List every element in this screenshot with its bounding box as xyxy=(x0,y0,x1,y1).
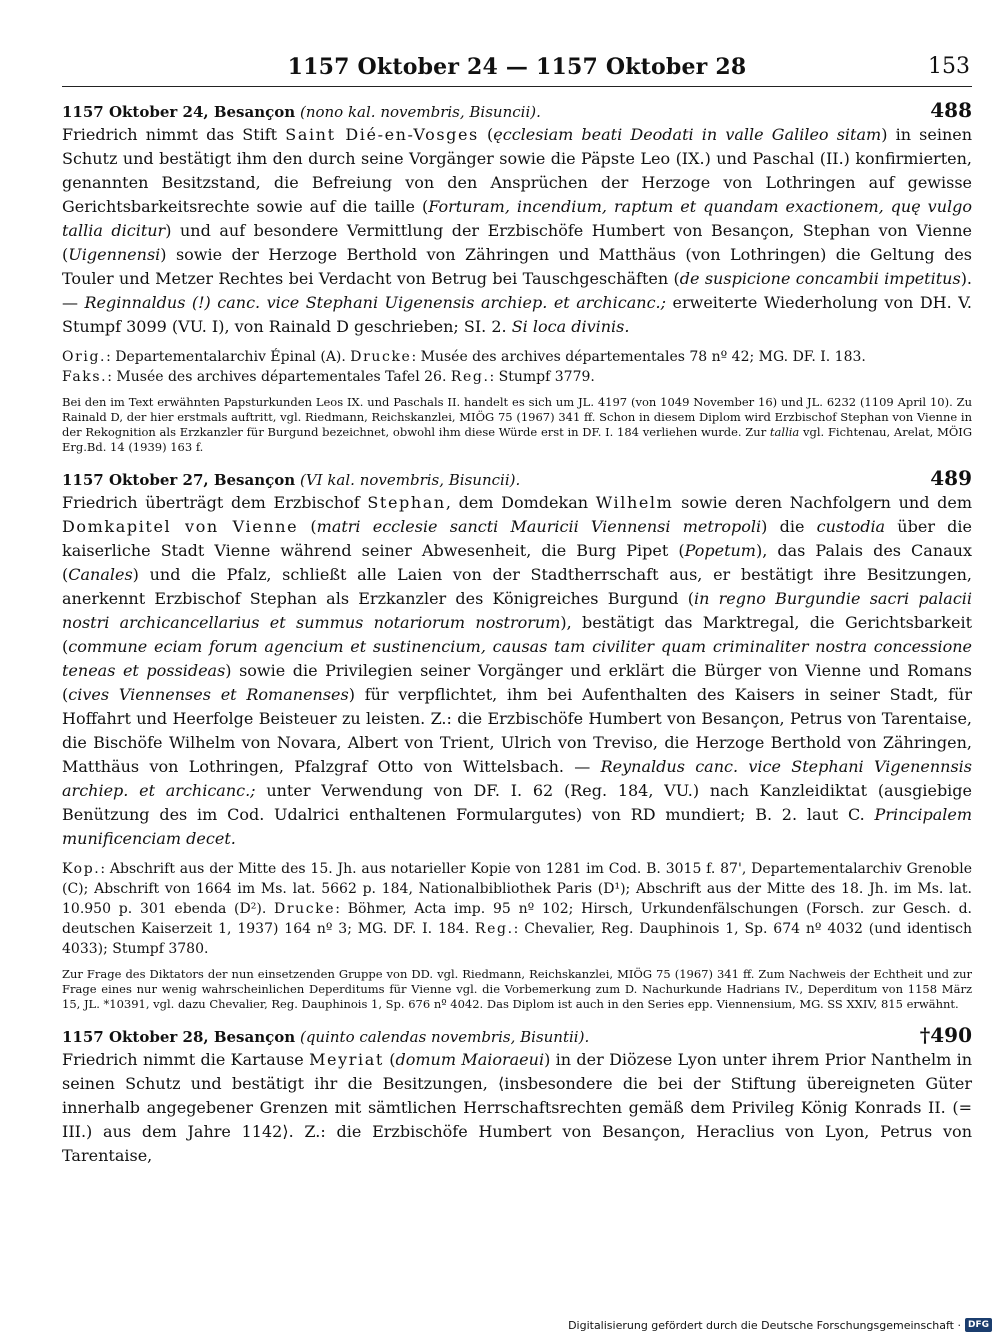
text-run: unter Verwendung von DF. I. 62 (Reg. 184, VU.) nach Kanzleidiktat (ausgiebige Benützung des im Cod. Udalrici enthaltenen Formulargutes) von RD mundiert; B. 2. laut C. xyxy=(62,781,973,824)
text-run: ), das Palais des Canaux ( xyxy=(62,541,973,584)
latin-quote: Popetum xyxy=(684,541,756,560)
text-run: ) die xyxy=(761,517,817,536)
text-run: erweiterte Wiederholung von DH. V. Stumpf 3099 (VU. I), von Rainald D geschrieben; SI. 2. xyxy=(62,293,973,336)
text-run: : Abschrift aus der Mitte des 15. Jh. aus notarieller Kopie von 1281 im Cod. B. 3015 f. 87', Departementalarchiv Grenoble (C); Abschrift von 1664 im Ms. lat. 5662 p. 184, Nationalbibliothek Paris (D¹); Abschrift aus der Mitte des 18. Jh. im Ms. lat. 10.950 p. 301 ebenda (D²). xyxy=(62,861,972,917)
note-paragraph xyxy=(62,395,972,455)
tradition-block xyxy=(62,347,972,387)
spaced-name: Saint Dié-en-Vosges xyxy=(285,125,479,144)
tradition-line xyxy=(62,859,972,959)
text-run: ). — xyxy=(62,269,973,312)
spaced-name: Kop. xyxy=(62,861,101,877)
text-run: sowie deren Nachfolgern und dem xyxy=(673,493,973,512)
text-run: ( xyxy=(383,1050,396,1069)
regest-entry xyxy=(62,1023,973,1168)
text-run: : Musée des archives départementales Tafel 26. xyxy=(107,369,451,385)
latin-quote: domum Maioraeui xyxy=(395,1050,545,1069)
text-run: ) für verpflichtet, ihm bei Aufenthalten des Kaisers in seiner Stadt, für Hoffahrt und Heerfolge Beisteuer zu leisten. Z.: die Erzbischöfe Humbert von Besançon, Petrus von Tarentaise, die Bischöfe Wilhelm von Novara, Albert von Trient, Ulrich von Treviso, die Herzoge Berthold von Zähringen, Matthäus von Lothringen, Pfalzgraf Otto von Wittelsbach. — xyxy=(62,685,972,776)
text-run: über die kaiserliche Stadt Vienne während seiner Abwesenheit, die Burg Pipet ( xyxy=(62,517,973,560)
latin-quote: ęcclesiam beati Deodati in valle Galileo sitam xyxy=(493,125,882,144)
latin-quote: Si loca divinis. xyxy=(511,317,630,336)
latin-quote: Principalem munificenciam decet. xyxy=(62,805,972,848)
entry-date-latin: (nono kal. novembris, Bisuncii). xyxy=(299,103,541,121)
entry-number: 488 xyxy=(930,98,972,122)
text-run: ), bestätigt das Marktregal, die Gerichtsbarkeit ( xyxy=(62,613,973,656)
regest-text xyxy=(62,1048,972,1168)
entry-date: 1157 Oktober 27, Besançon xyxy=(62,471,296,489)
text-run: Bei den im Text erwähnten Papsturkunden Leos IX. und Paschals II. handelt es sich um JL. 4197 (von 1049 November 16) und JL. 6232 (1109 April 10). Zu Rainald D, der hier erstmals auftritt, vgl. Riedmann, Reichskanzlei, MIÖG 75 (1967) 341 ff. Schon in diesem Diplom wird Erzbischof Stephan von Vienne in der Rekognition als Erzkanzler für Burgund bezeichnet, obwohl ihm diese Würde erst in DF. I. 184 verliehen wurde. Zur xyxy=(62,395,972,439)
footer-text: Digitalisierung gefördert durch die Deutsche Forschungsgemeinschaft · xyxy=(568,1318,961,1332)
page xyxy=(62,52,972,1168)
spaced-name: Meyriat xyxy=(309,1050,384,1069)
text-run: ( xyxy=(478,125,494,144)
text-run: : Chevalier, Reg. Dauphinois 1, Sp. 674 nº 4032 (und identisch 4033); Stumpf 3780. xyxy=(62,921,972,957)
note-paragraph xyxy=(62,967,972,1012)
text-run: Zur Frage des Diktators der nun einsetzenden Gruppe von DD. vgl. Riedmann, Reichskanzlei, MIÖG 75 (1967) 341 ff. Zum Nachweis der Echtheit und zur Frage eines nur wenig wahrscheinlichen Deperditums für Vienne vgl. die Vorbemerkung zum D. Nachurkunde Hadrians IV., Deperditum von 1158 März 15, JL. *10391, vgl. dazu Chevalier, Reg. Dauphinois 1, Sp. 676 nº 4042. Das Diplom ist auch in den Series epp. Viennensium, MG. SS XXIV, 815 erwähnt. xyxy=(62,967,972,1011)
text-run: Friedrich nimmt das Stift xyxy=(62,125,286,144)
latin-quote: Canales xyxy=(68,565,133,584)
latin-quote: Reynaldus canc. vice Stephani Vigenennsis archiep. et archicanc.; xyxy=(62,757,973,800)
spaced-name: Reg. xyxy=(475,921,514,937)
latin-quote: custodia xyxy=(816,517,886,536)
regest-entry xyxy=(62,98,973,455)
regest-text xyxy=(62,491,972,851)
entry-date: 1157 Oktober 24, Besançon xyxy=(62,103,296,121)
regest-text xyxy=(62,123,972,339)
latin-quote: commune eciam forum agencium et sustinencium, causas tam civiliter quam criminaliter nostra concessione teneas et possideas xyxy=(62,637,972,680)
text-run: ) sowie die Privilegien seiner Vorgänger und erklärt die Bürger von Vienne und Romans ( xyxy=(62,661,973,704)
spaced-name: Faks. xyxy=(62,369,108,385)
text-run: ( xyxy=(298,517,317,536)
dfg-logo-icon: DFG xyxy=(965,1318,992,1332)
spaced-name: Drucke xyxy=(350,349,412,365)
entry-number: 489 xyxy=(930,466,972,490)
latin-quote: Reginnaldus (!) canc. vice Stephani Uigenensis archiep. et archicanc.; xyxy=(84,293,667,312)
tradition-line xyxy=(62,347,972,367)
entry-date-latin: (VI kal. novembris, Bisuncii). xyxy=(299,471,521,489)
text-run: : Departementalarchiv Épinal (A). xyxy=(106,349,351,365)
entry-date-latin: (quinto calendas novembris, Bisuntii). xyxy=(299,1028,590,1046)
page-number: 153 xyxy=(928,54,970,79)
spaced-name: Wilhelm xyxy=(595,493,674,512)
latin-quote: Forturam, incendium, raptum et quandam exactionem, quę vulgo tallia dicitur xyxy=(62,197,973,240)
commentary-notes xyxy=(62,395,972,455)
commentary-notes xyxy=(62,967,972,1012)
text-run: ) und die Pfalz, schließt alle Laien von der Stadtherrschaft aus, er bestätigt ihre Besitzungen, anerkennt Erzbischof Stephan als Erzkanzler des Königreiches Burgund ( xyxy=(62,565,972,608)
running-head xyxy=(62,52,972,87)
latin-quote: in regno Burgundie sacri palacii nostri archicancellarius et summus notariorum nostrorum xyxy=(62,589,973,632)
spaced-name: Reg. xyxy=(450,369,490,385)
running-title: 1157 Oktober 24 — 1157 Oktober 28 xyxy=(287,54,747,80)
entries xyxy=(62,98,973,1168)
text-run: ) sowie der Herzoge Berthold von Zähringen und Matthäus (von Lothringen) die Geltung des Touler und Metzer Rechtes bei Verdacht von Betrug bei Tauschgeschäften ( xyxy=(62,245,972,288)
entry-heading xyxy=(62,1023,972,1048)
latin-quote: matri ecclesie sancti Mauricii Viennensi metropoli xyxy=(316,517,762,536)
text-run: ) in der Diözese Lyon unter ihrem Prior Nanthelm in seinen Schutz und bestätigt ihr die Besitzungen, ⟨insbesondere die bei der Stiftung übereigneten Güter innerhalb angegebener Grenzen mit sämtlichen Herrschaftsrechten gemäß dem Privileg König Konrads II. (= III.) aus dem Jahre 1142⟩. Z.: die Erzbischöfe Humbert von Besançon, Heraclius von Lyon, Petrus von Tarentaise, xyxy=(62,1050,973,1165)
latin-quote: Uigennensi xyxy=(68,245,161,264)
text-run: , dem Domdekan xyxy=(445,493,596,512)
tradition-block xyxy=(62,859,972,959)
entry-number: †490 xyxy=(919,1023,972,1047)
entry-heading xyxy=(62,466,972,491)
spaced-name: Drucke xyxy=(274,901,336,917)
footer xyxy=(568,1318,992,1332)
entry-heading xyxy=(62,98,972,123)
latin-quote: tallia xyxy=(769,425,800,439)
regest-entry xyxy=(62,466,973,1012)
text-run: ) und auf besondere Vermittlung der Erzbischöfe Humbert von Besançon, Stephan von Vienne ( xyxy=(62,221,973,264)
entry-date: 1157 Oktober 28, Besançon xyxy=(62,1028,296,1046)
text-run: Friedrich überträgt dem Erzbischof xyxy=(62,493,368,512)
text-run: vgl. Fichtenau, Arelat, MÖIG Erg.Bd. 14 (1939) 163 f. xyxy=(62,425,973,454)
spaced-name: Stephan xyxy=(367,493,446,512)
spaced-name: Orig. xyxy=(62,349,107,365)
latin-quote: cives Viennenses et Romanenses xyxy=(68,685,349,704)
tradition-line xyxy=(62,367,972,387)
text-run: : Musée des archives départementales 78 nº 42; MG. DF. I. 183. xyxy=(411,349,866,365)
text-run: Friedrich nimmt die Kartause xyxy=(62,1050,310,1069)
spaced-name: Domkapitel von Vienne xyxy=(62,517,299,536)
text-run: : Böhmer, Acta imp. 95 nº 102; Hirsch, Urkundenfälschungen (Forsch. zur Gesch. d. deutschen Kaiserzeit 1, 1937) 164 nº 3; MG. DF. I. 184. xyxy=(62,901,972,937)
latin-quote: de suspicione concambii impetitus xyxy=(679,269,961,288)
text-run: : Stumpf 3779. xyxy=(489,369,595,385)
text-run: ) in seinen Schutz und bestätigt ihm den durch seine Vorgänger sowie die Päpste Leo (IX.) und Paschal (II.) konfirmierten, genannten Besitzstand, die Befreiung von den Ansprüchen der Herzoge von Lothringen auf gewisse Gerichtsbarkeitsrechte sowie auf die taille ( xyxy=(62,125,973,216)
